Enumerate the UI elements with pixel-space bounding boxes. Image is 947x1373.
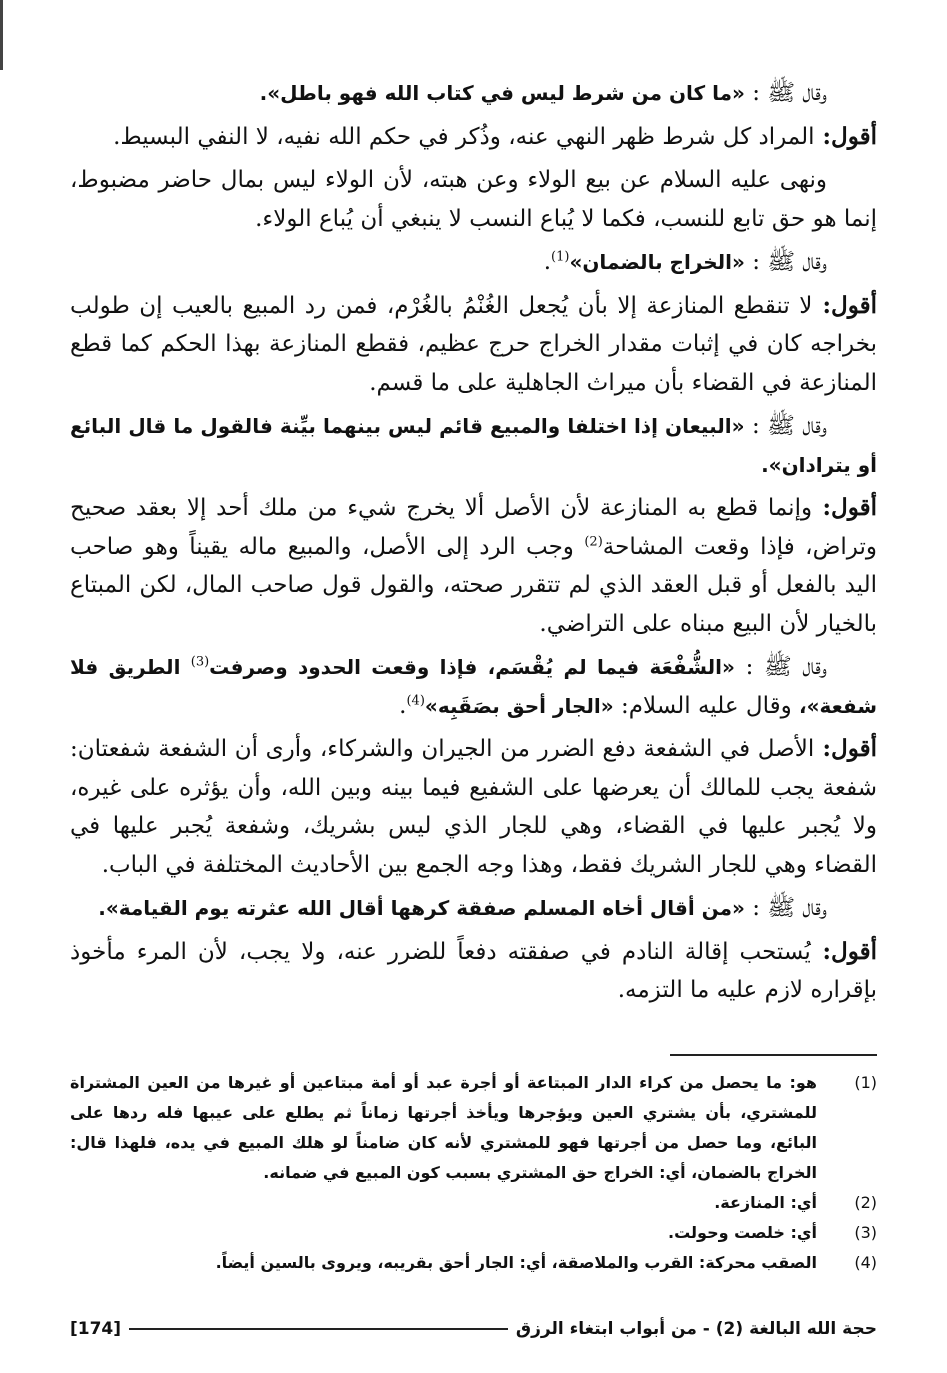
footnote-ref[interactable]: (4) (406, 692, 425, 708)
paragraph (70, 243, 877, 282)
paragraph (70, 730, 877, 884)
paragraph-text: وإنما قطع به المنازعة لأن الأصل ألا يخرج شيء من ملك أحد إلا بعقد صحيح وتراض، فإذا وقعت المشاحة (70, 495, 877, 560)
scan-edge-mark (0, 0, 3, 70)
footnote-number: (3) (854, 1223, 877, 1242)
paragraph (70, 407, 877, 484)
hadith-quote: «البيعان إذا اختلفا والمبيع قائم ليس بينهما بيِّنة فالقول ما قال البائع أو يترادان». (70, 414, 877, 477)
hadith-quote: «الشُّفْعَة فيما لم يُقْسَم، فإذا وقعت الحدود وصرفت (209, 655, 735, 679)
paragraph (70, 74, 877, 113)
paragraph (70, 118, 877, 157)
footnote-ref[interactable]: (1) (551, 249, 570, 265)
footnote-text: هو: ما يحصل من كراء الدار المبتاعة أو أجرة عبد أو أمة مبتاعين أو غيرها من العين المشتراة للمشتري، بأن يشتري العين ويؤجرها ويأخذ أجرتها زماناً ثم يطلع على عيبها فله ردها على البائع، وما حصل من أجرتها فهو للمشتري لأنه كان ضامناً لو هلك المبيع في يده، فلهذا قال: الخراج بالضمان، أي: الخراج حق المشتري بسبب كون المبيع في ضمانه. (70, 1073, 817, 1182)
aqul-label: أقول: (810, 937, 877, 965)
footnote-number: (1) (854, 1073, 877, 1092)
footnote (70, 1248, 877, 1278)
footnote (70, 1218, 877, 1248)
aqul-label: أقول: (812, 291, 877, 319)
paragraph-text: وقال ﷺ : (744, 249, 827, 275)
paragraph-text: وقال ﷺ : (734, 654, 827, 680)
footnote (70, 1188, 877, 1218)
paragraph (70, 889, 877, 928)
footnote-ref[interactable]: (3) (190, 654, 210, 670)
paragraph-text: المراد كل شرط ظهر النهي عنه، وذُكر في حكم الله نفيه، لا النفي البسيط. (113, 123, 815, 150)
footnote-text: الصقب محركة: القرب والملاصقة، أي: الجار أحق بقريبه، ويروى بالسين أيضاً. (215, 1253, 817, 1272)
paragraph-text: . (543, 249, 551, 275)
paragraph (70, 648, 877, 725)
paragraph-text: ونهى عليه السلام عن بيع الولاء وعن هبته، لأن الولاء ليس بمال حاضر مضبوط، إنما هو حق تابع للنسب، فكما لا يُباع النسب لا ينبغي أن يُباع الولاء. (70, 167, 877, 232)
hadith-quote: «الخراج بالضمان» (569, 250, 745, 274)
hadith-quote: «الجار أحق بصَقَبِه» (424, 693, 614, 718)
page-number: [174] (70, 1319, 122, 1339)
footnote (70, 1068, 877, 1188)
hadith-quote: «من أقال أخاه المسلم صفقة كرهها أقال الله عثرته يوم القيامة». (98, 896, 745, 920)
paragraph-text: وجب الرد إلى الأصل، والمبيع ماله يقيناً وهو صاحب اليد بالفعل أو قبل العقد الذي لم تتقرر صحته، والقول قول صاحب المال، لكن المبتاع بالخيار لأن البيع مبناه على التراضي. (70, 533, 877, 637)
aqul-label: أقول: (814, 122, 877, 150)
paragraph-text: وقال ﷺ : (744, 413, 827, 439)
aqul-label: أقول: (814, 735, 877, 762)
paragraph (70, 933, 877, 1010)
footnote-separator (670, 1054, 877, 1056)
paragraph (70, 489, 877, 643)
paragraph-text: . (399, 692, 407, 719)
footnotes (70, 1068, 877, 1278)
footnote-number: (4) (854, 1253, 877, 1272)
page-footer (70, 1314, 877, 1344)
paragraph-text: يُستحب إقالة النادم في صفقته دفعاً للضرر عنه، ولا يجب، لأن المرء مأخوذ بإقراره لازم عليه ما التزمه. (70, 938, 877, 1003)
footnote-text: أي: خلصت وحولت. (668, 1223, 817, 1242)
paragraph-text: وقال ﷺ : (744, 895, 827, 921)
main-text (70, 74, 877, 1015)
paragraph (70, 287, 877, 403)
paragraph-text: وقال ﷺ : (744, 80, 827, 106)
footnote-text: أي: المنازعة. (714, 1193, 817, 1212)
paragraph-text: وقال عليه السلام: (613, 692, 799, 719)
footnote-ref[interactable]: (2) (584, 533, 603, 549)
running-title: حجة الله البالغة (2) - من أبواب ابتغاء الرزق (515, 1319, 877, 1339)
footer-rule (129, 1328, 508, 1330)
footnote-number: (2) (854, 1193, 877, 1212)
paragraph (70, 161, 877, 238)
hadith-quote: «ما كان من شرط ليس في كتاب الله فهو باطل». (259, 81, 745, 105)
hadith-quote: الطريق فلا شفعة»، (70, 655, 877, 718)
paragraph-text: لا تنقطع المنازعة إلا بأن يُجعل الغُنْمُ بالغُرْم، فمن رد المبيع بالعيب إن طولب بخراجه كان في إثبات مقدار الخراج حرج عظيم، فقطع المنازعة بهذا الحكم كما قطع المنازعة في القضاء بأن ميراث الجاهلية على ما قسم. (70, 292, 877, 396)
aqul-label: أقول: (812, 494, 877, 521)
paragraph-text: الأصل في الشفعة دفع الضرر من الجيران والشركاء، وأرى أن الشفعة شفعتان: شفعة يجب للمالك أن يعرضها على الشفيع فيما بينه وبين الله، وأن يؤثره على غيره، ولا يُجبر عليها في القضاء، وهي للجار الذي ليس بشريك، وشفعة يُجبر عليها في القضاء وهي للجار الشريك فقط، وهذا وجه الجمع بين الأحاديث المختلفة في الباب. (70, 736, 877, 878)
